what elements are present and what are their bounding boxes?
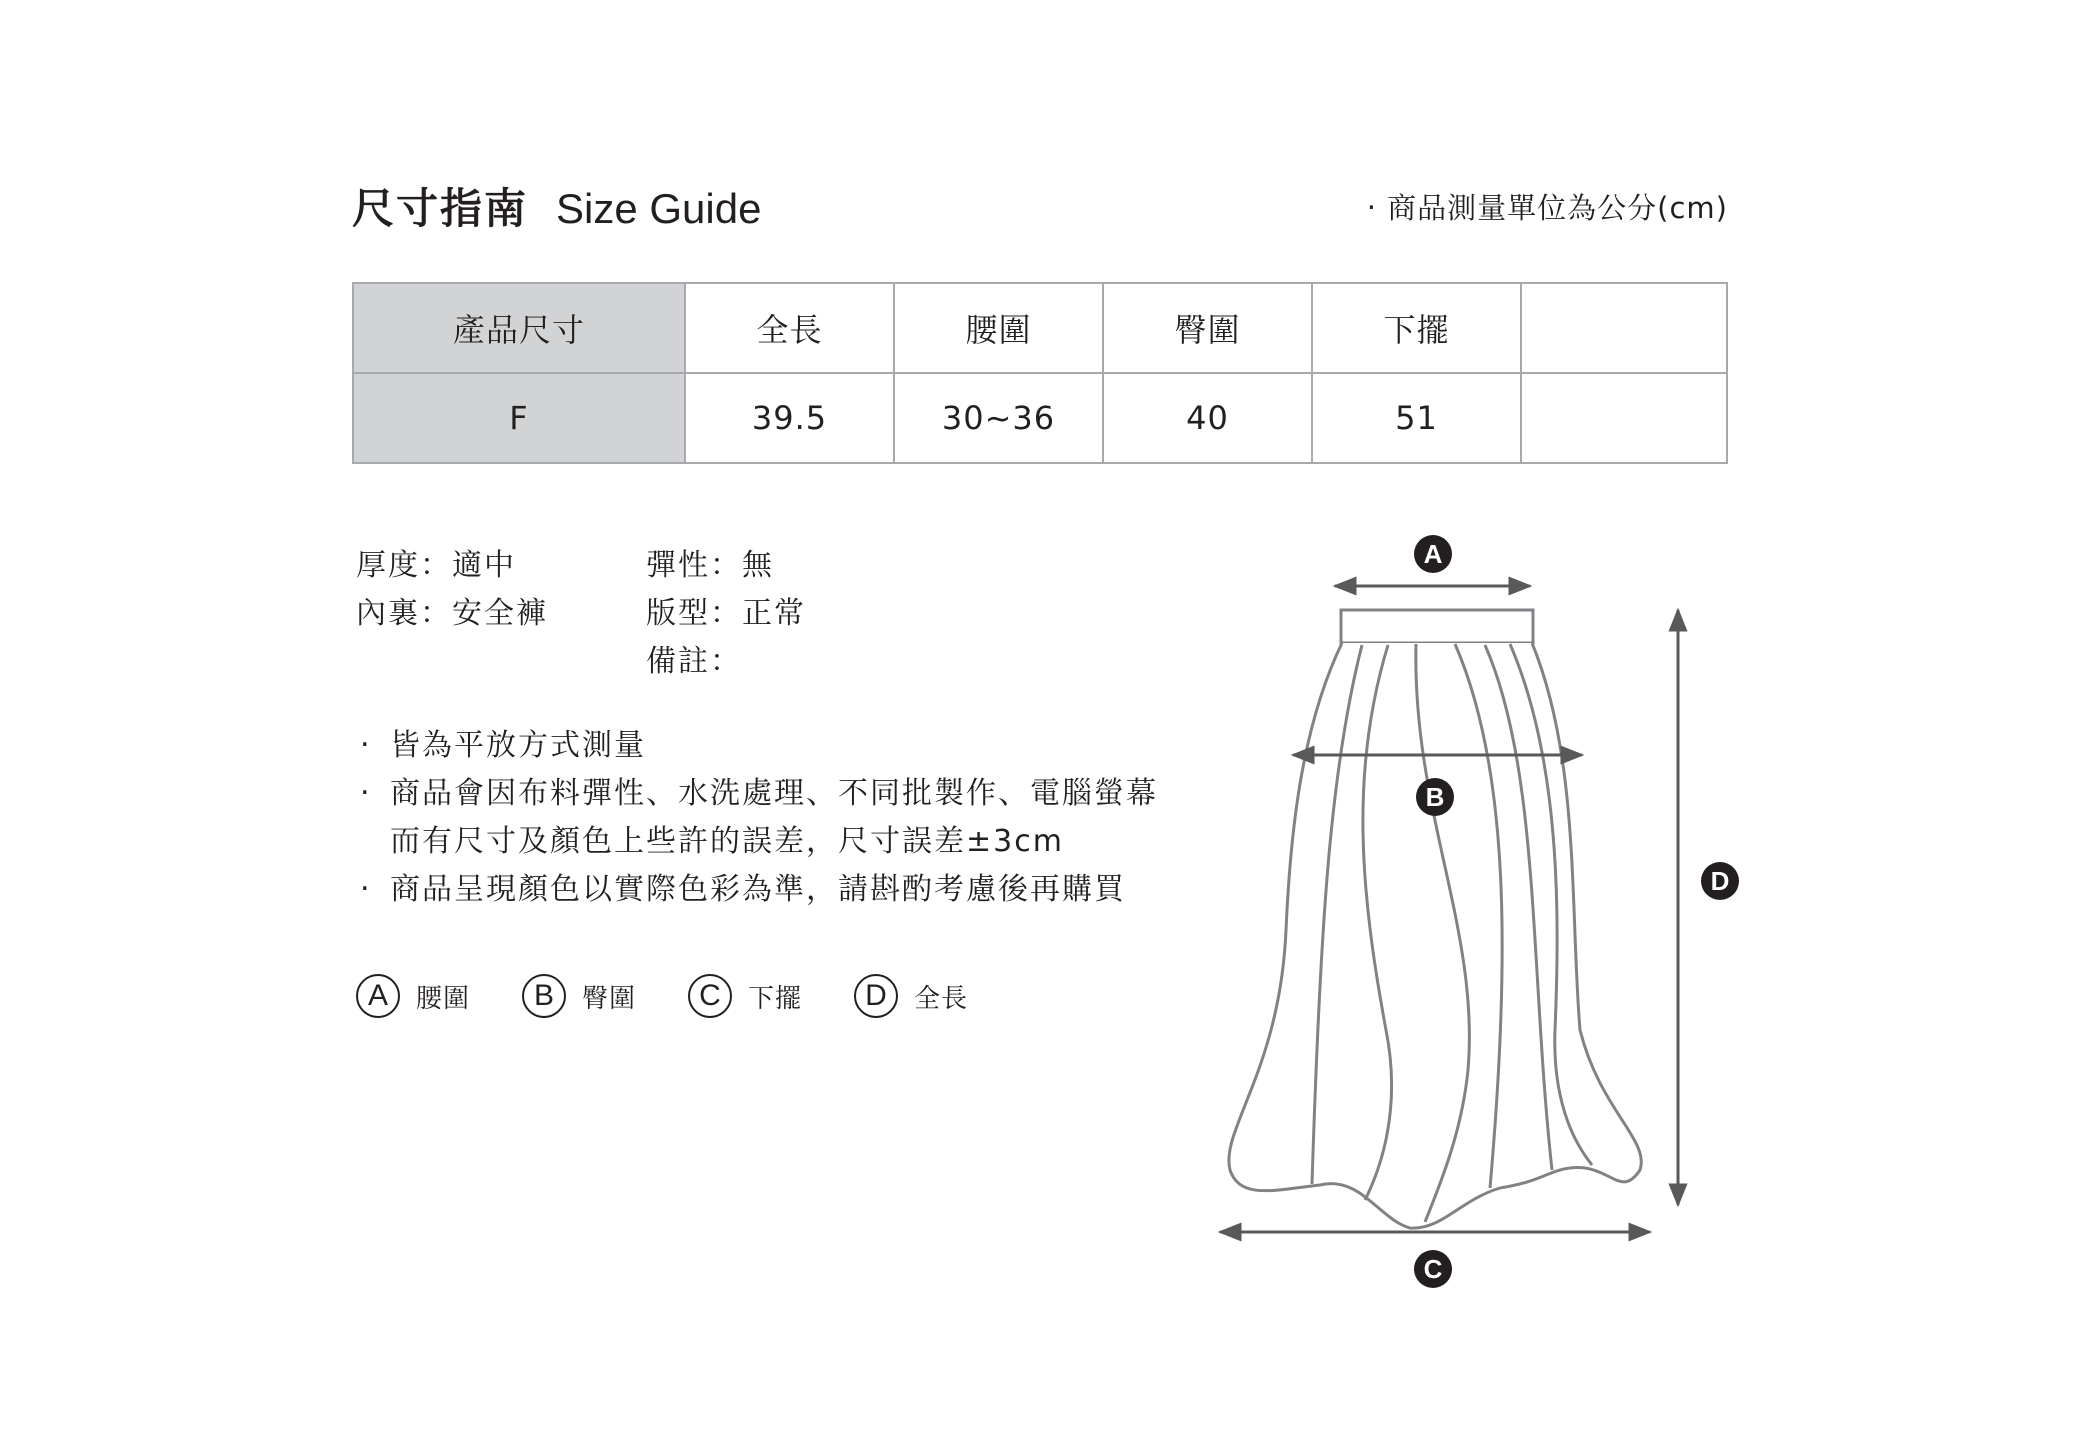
marker-d-icon: D (854, 974, 898, 1018)
cell-hem: 51 (1312, 373, 1521, 463)
legend-item-hip (522, 974, 636, 1018)
unit-note: ‧ 商品測量單位為公分(cm) (1366, 191, 1728, 225)
skirt-body (1229, 643, 1641, 1228)
skirt-diagram (1180, 510, 1800, 1310)
legend-label: 腰圍 (416, 983, 471, 1014)
page-title (352, 176, 761, 236)
legend-label: 下擺 (748, 983, 803, 1014)
spec-lining: 內裏：安全褲 (356, 596, 548, 631)
cell-waist: 30~36 (894, 373, 1103, 463)
note-item (360, 770, 1158, 818)
spec-elasticity: 彈性：無 (646, 548, 774, 583)
svg-text:D: D (1710, 866, 1730, 896)
header-product-size: 產品尺寸 (353, 283, 685, 373)
marker-a-icon: A (356, 974, 400, 1018)
waistband (1341, 610, 1533, 643)
note-item (360, 866, 1158, 914)
title-zh: 尺寸指南 (352, 184, 529, 233)
marker-c-icon (1414, 1250, 1452, 1288)
marker-b-icon: B (522, 974, 566, 1018)
title-en: Size Guide (556, 185, 762, 232)
header-hip: 臀圍 (1103, 283, 1312, 373)
header-hem: 下擺 (1312, 283, 1521, 373)
marker-c-icon: C (688, 974, 732, 1018)
header-waist: 腰圍 (894, 283, 1103, 373)
note-item (360, 722, 1158, 770)
table-row (353, 373, 1727, 463)
spec-thickness: 厚度：適中 (356, 548, 516, 583)
cell-total-length: 39.5 (685, 373, 894, 463)
header-empty (1521, 283, 1727, 373)
note-text: 商品會因布料彈性、水洗處理、不同批製作、電腦螢幕 (390, 776, 1158, 811)
size-table (352, 282, 1728, 464)
cell-hip: 40 (1103, 373, 1312, 463)
skirt-outline (1229, 610, 1641, 1228)
header-total-length: 全長 (685, 283, 894, 373)
spec-fit: 版型：正常 (646, 596, 806, 631)
bullet: ‧ (360, 776, 372, 811)
note-text: 皆為平放方式測量 (390, 728, 646, 763)
cell-empty (1521, 373, 1727, 463)
svg-text:B: B (1425, 782, 1445, 812)
note-text: 商品呈現顏色以實際色彩為準，請斟酌考慮後再購買 (390, 872, 1126, 907)
legend-label: 全長 (914, 983, 969, 1014)
spec-remark: 備註： (646, 644, 742, 679)
legend-item-waist (356, 974, 470, 1018)
legend-item-hem (688, 974, 802, 1018)
marker-b-icon (1416, 778, 1454, 816)
marker-a-icon (1414, 535, 1452, 573)
cell-size: F (353, 373, 685, 463)
marker-d-icon (1701, 862, 1739, 900)
bullet: ‧ (360, 728, 372, 763)
svg-text:C: C (1423, 1254, 1443, 1284)
bullet: ‧ (360, 872, 372, 907)
svg-text:A: A (1423, 539, 1443, 569)
table-header-row (353, 283, 1727, 373)
notes (360, 722, 1158, 914)
note-continuation: 而有尺寸及顏色上些許的誤差，尺寸誤差±3cm (390, 824, 1064, 859)
legend-label: 臀圍 (582, 983, 637, 1014)
legend-item-length (854, 974, 968, 1018)
